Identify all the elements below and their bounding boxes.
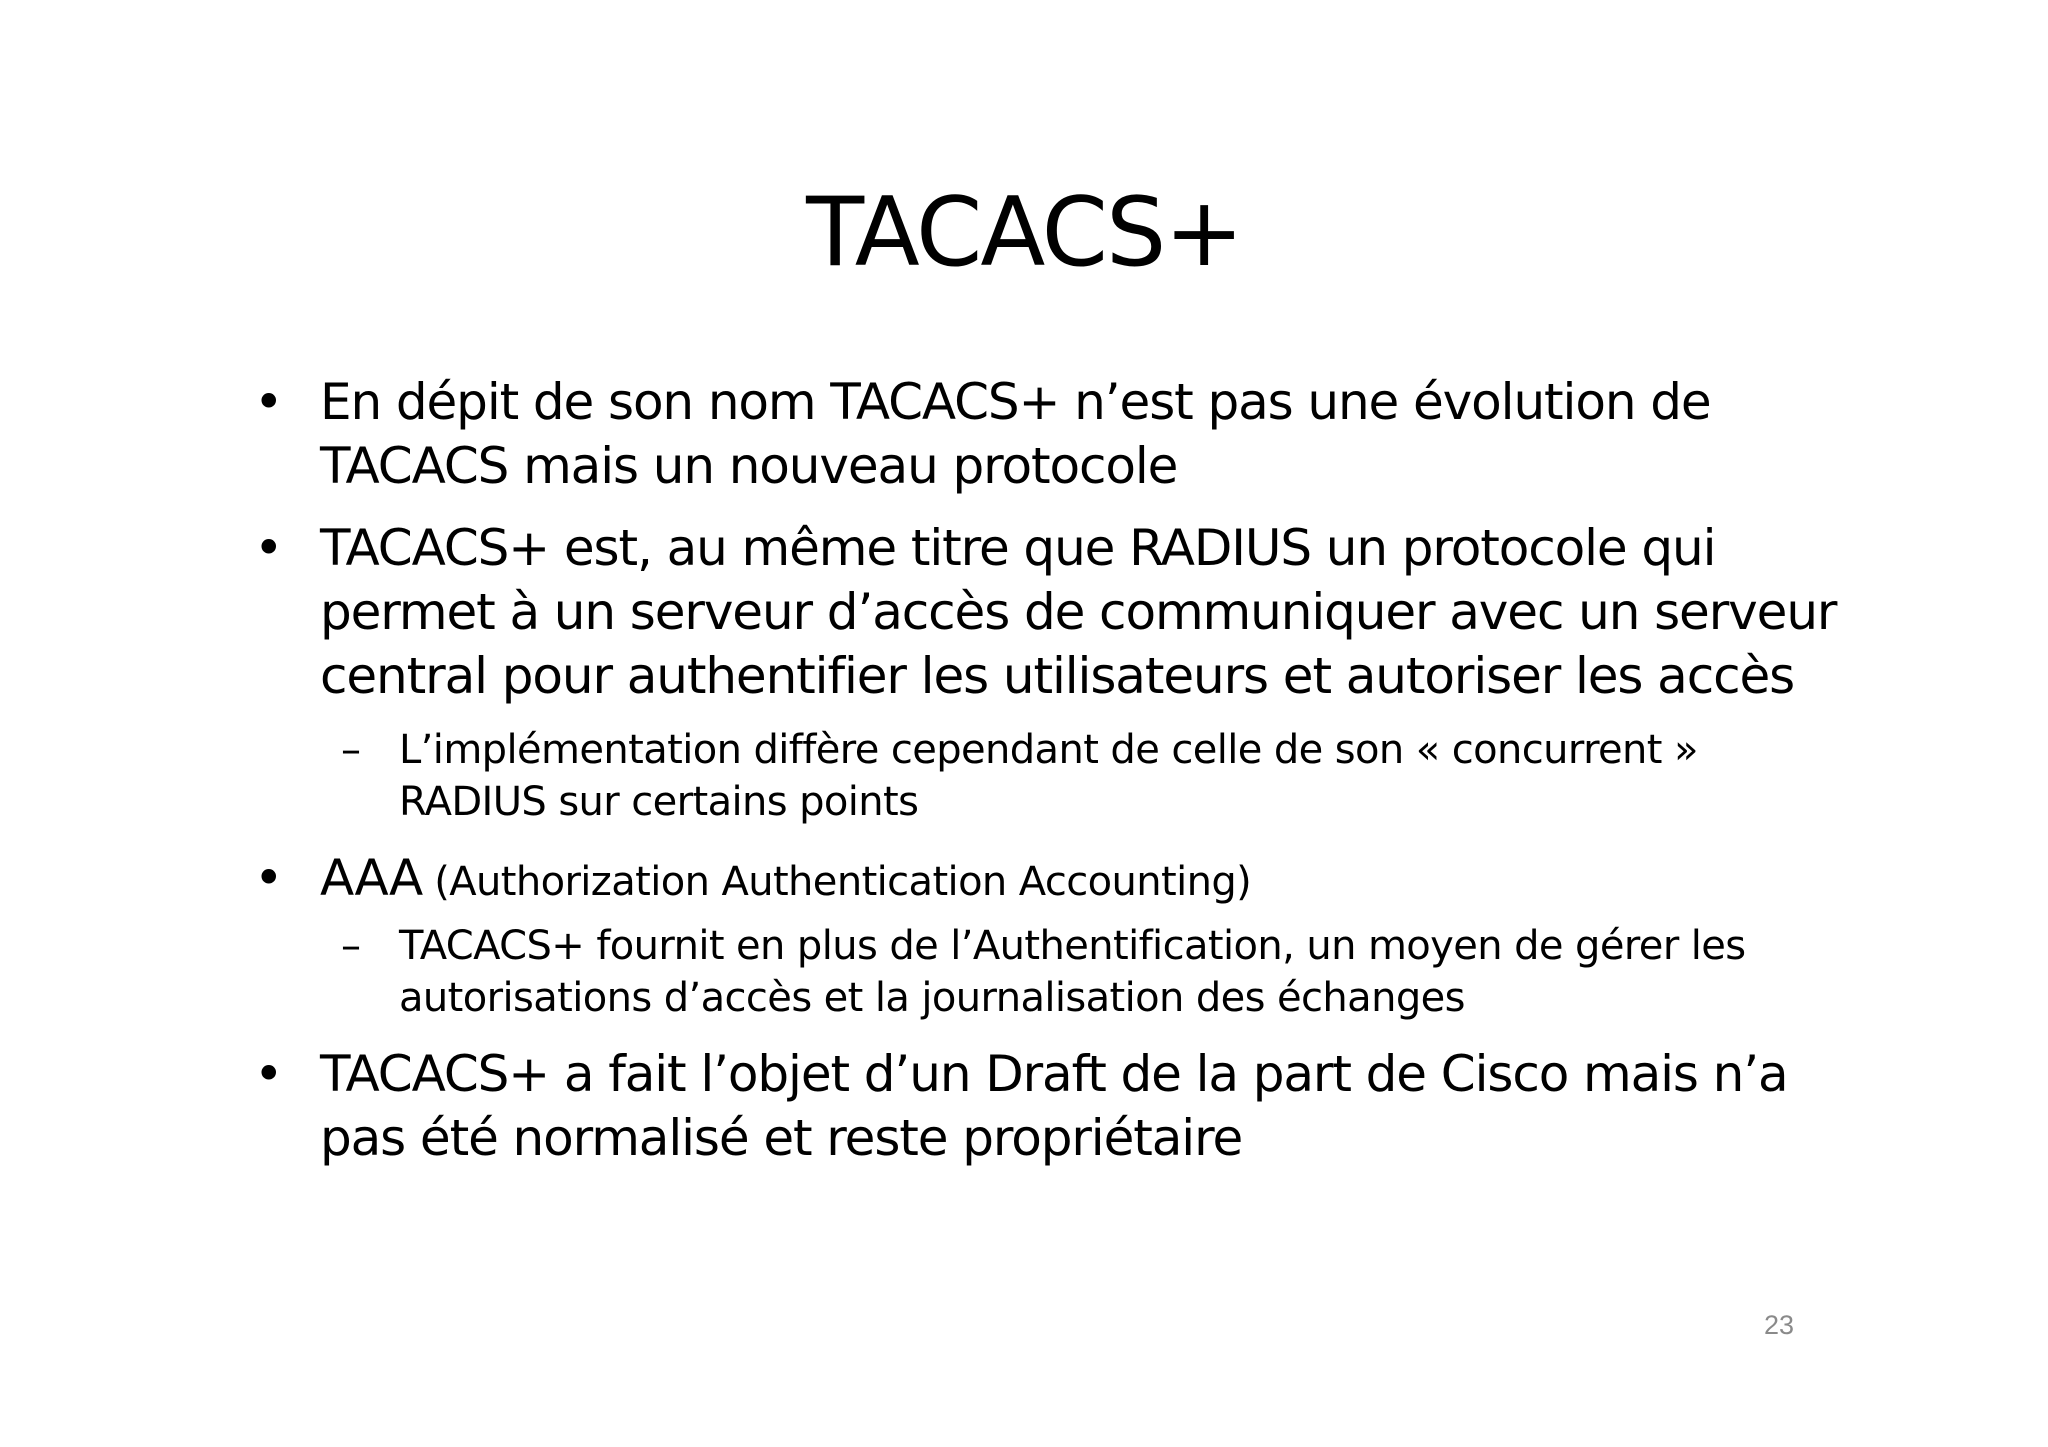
bullet-text-line	[320, 846, 1840, 914]
sub-bullet-item	[341, 920, 1839, 1024]
bullet-icon: •	[254, 373, 283, 431]
bullet-text-line: permet à un serveur d’accès de communiquer avec un serveur	[320, 583, 1837, 641]
bullet-text-line: TACACS+ est, au même titre que RADIUS un protocole qui	[320, 519, 1716, 577]
bullet-icon: •	[254, 849, 283, 907]
page-number: 23	[1764, 1310, 1795, 1340]
bullet-item	[254, 1042, 1840, 1170]
sub-bullet-item	[341, 724, 1839, 828]
slide-title: TACACS+	[806, 178, 1242, 288]
bullet-text-line: En dépit de son nom TACACS+ n’est pas une évolution de	[320, 373, 1711, 431]
sub-bullet-text-line: RADIUS sur certains points	[399, 779, 919, 825]
bullet-paren-text: (Authorization Authentication Accounting)	[422, 859, 1252, 905]
bullet-item	[254, 846, 1840, 914]
bullet-main-text: AAA	[320, 849, 423, 907]
bullet-text-line: TACACS+ a fait l’objet d’un Draft de la part de Cisco mais n’a	[320, 1045, 1788, 1103]
bullet-text-line: central pour authentifier les utilisateurs et autoriser les accès	[320, 647, 1795, 705]
sub-bullet-text-line: L’implémentation diffère cependant de celle de son « concurrent »	[399, 727, 1698, 773]
sub-bullet-text-line: autorisations d’accès et la journalisation des échanges	[399, 975, 1465, 1021]
dash-icon: –	[341, 727, 361, 773]
sub-bullet-text-line: TACACS+ fournit en plus de l’Authentification, un moyen de gérer les	[399, 923, 1746, 969]
bullet-item	[254, 516, 1840, 708]
bullet-text-line: TACACS mais un nouveau protocole	[320, 437, 1178, 495]
bullet-icon: •	[254, 519, 283, 577]
bullet-text-line: pas été normalisé et reste propriétaire	[320, 1109, 1243, 1167]
bullet-item	[254, 370, 1840, 498]
dash-icon: –	[341, 923, 361, 969]
bullet-icon: •	[254, 1045, 283, 1103]
